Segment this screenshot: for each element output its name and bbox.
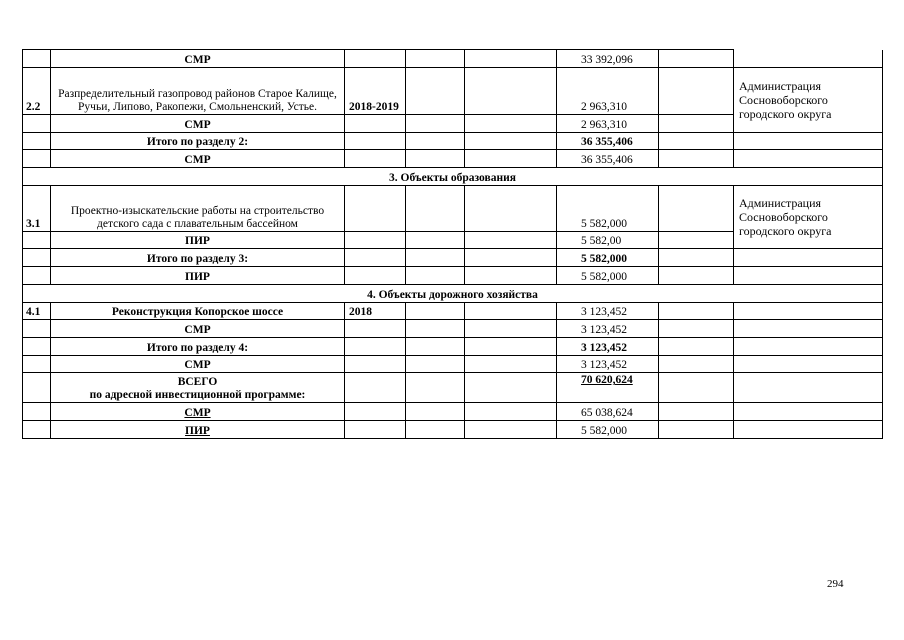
row-number: 3.1 bbox=[23, 186, 51, 232]
row-amount: 5 582,000 bbox=[557, 267, 659, 285]
section-title: 4. Объекты дорожного хозяйства bbox=[23, 285, 883, 303]
table-row bbox=[23, 338, 883, 356]
table-row bbox=[23, 50, 883, 68]
investment-program-table bbox=[22, 49, 883, 439]
row-amount: 2 963,310 bbox=[557, 115, 659, 133]
table-row bbox=[23, 249, 883, 267]
row-name: Реконструкция Копорское шоссе bbox=[51, 303, 345, 320]
row-amount: 33 392,096 bbox=[557, 50, 659, 68]
row-amount: 5 582,000 bbox=[557, 421, 659, 439]
row-amount: 3 123,452 bbox=[557, 356, 659, 373]
section-title: 3. Объекты образования bbox=[23, 168, 883, 186]
row-name: Разпределительный газопровод районов Старое Калище, Ручьи, Липово, Ракопежи, Смольненский, Устье. bbox=[51, 68, 345, 115]
row-name: СМР bbox=[51, 115, 345, 133]
table-row bbox=[23, 303, 883, 320]
grand-total-row bbox=[23, 373, 883, 403]
table-row bbox=[23, 403, 883, 421]
responsible-organization: Администрация Сосновоборского городского округа bbox=[734, 186, 883, 249]
row-name: Итого по разделу 3: bbox=[51, 249, 345, 267]
table-row bbox=[23, 356, 883, 373]
table-row bbox=[23, 133, 883, 150]
row-name: СМР bbox=[51, 50, 345, 68]
row-number: 4.1 bbox=[23, 303, 51, 320]
row-name: ПИР bbox=[51, 421, 345, 439]
row-amount: 3 123,452 bbox=[557, 338, 659, 356]
row-name: СМР bbox=[51, 320, 345, 338]
table-row bbox=[23, 186, 883, 232]
grand-total-label-line2: по адресной инвестиционной программе: bbox=[89, 389, 306, 401]
row-amount: 5 582,000 bbox=[557, 186, 659, 232]
grand-total-label-line1: ВСЕГО bbox=[177, 376, 218, 388]
row-year: 2018-2019 bbox=[345, 68, 406, 115]
responsible-organization: Администрация Сосновоборского городского округа bbox=[734, 68, 883, 133]
row-amount: 3 123,452 bbox=[557, 303, 659, 320]
table-row bbox=[23, 267, 883, 285]
grand-total-amount: 70 620,624 bbox=[557, 373, 659, 403]
row-name: Проектно-изыскательские работы на строительство детского сада с плавательным бассейном bbox=[51, 186, 345, 232]
row-name: СМР bbox=[51, 356, 345, 373]
page-number: 294 bbox=[827, 578, 844, 590]
table-row bbox=[23, 68, 883, 115]
row-amount: 36 355,406 bbox=[557, 150, 659, 168]
row-name: СМР bbox=[51, 150, 345, 168]
row-amount: 2 963,310 bbox=[557, 68, 659, 115]
row-amount: 5 582,00 bbox=[557, 232, 659, 249]
row-amount: 5 582,000 bbox=[557, 249, 659, 267]
row-name: ПИР bbox=[51, 232, 345, 249]
row-year: 2018 bbox=[345, 303, 406, 320]
table-row bbox=[23, 150, 883, 168]
row-number: 2.2 bbox=[23, 68, 51, 115]
row-name: СМР bbox=[51, 403, 345, 421]
grand-total-label bbox=[51, 373, 345, 403]
row-name: Итого по разделу 4: bbox=[51, 338, 345, 356]
table-row bbox=[23, 421, 883, 439]
section-header-row bbox=[23, 168, 883, 186]
row-name: ПИР bbox=[51, 267, 345, 285]
row-amount: 3 123,452 bbox=[557, 320, 659, 338]
row-amount: 36 355,406 bbox=[557, 133, 659, 150]
row-amount: 65 038,624 bbox=[557, 403, 659, 421]
table-row bbox=[23, 320, 883, 338]
row-name: Итого по разделу 2: bbox=[51, 133, 345, 150]
section-header-row bbox=[23, 285, 883, 303]
